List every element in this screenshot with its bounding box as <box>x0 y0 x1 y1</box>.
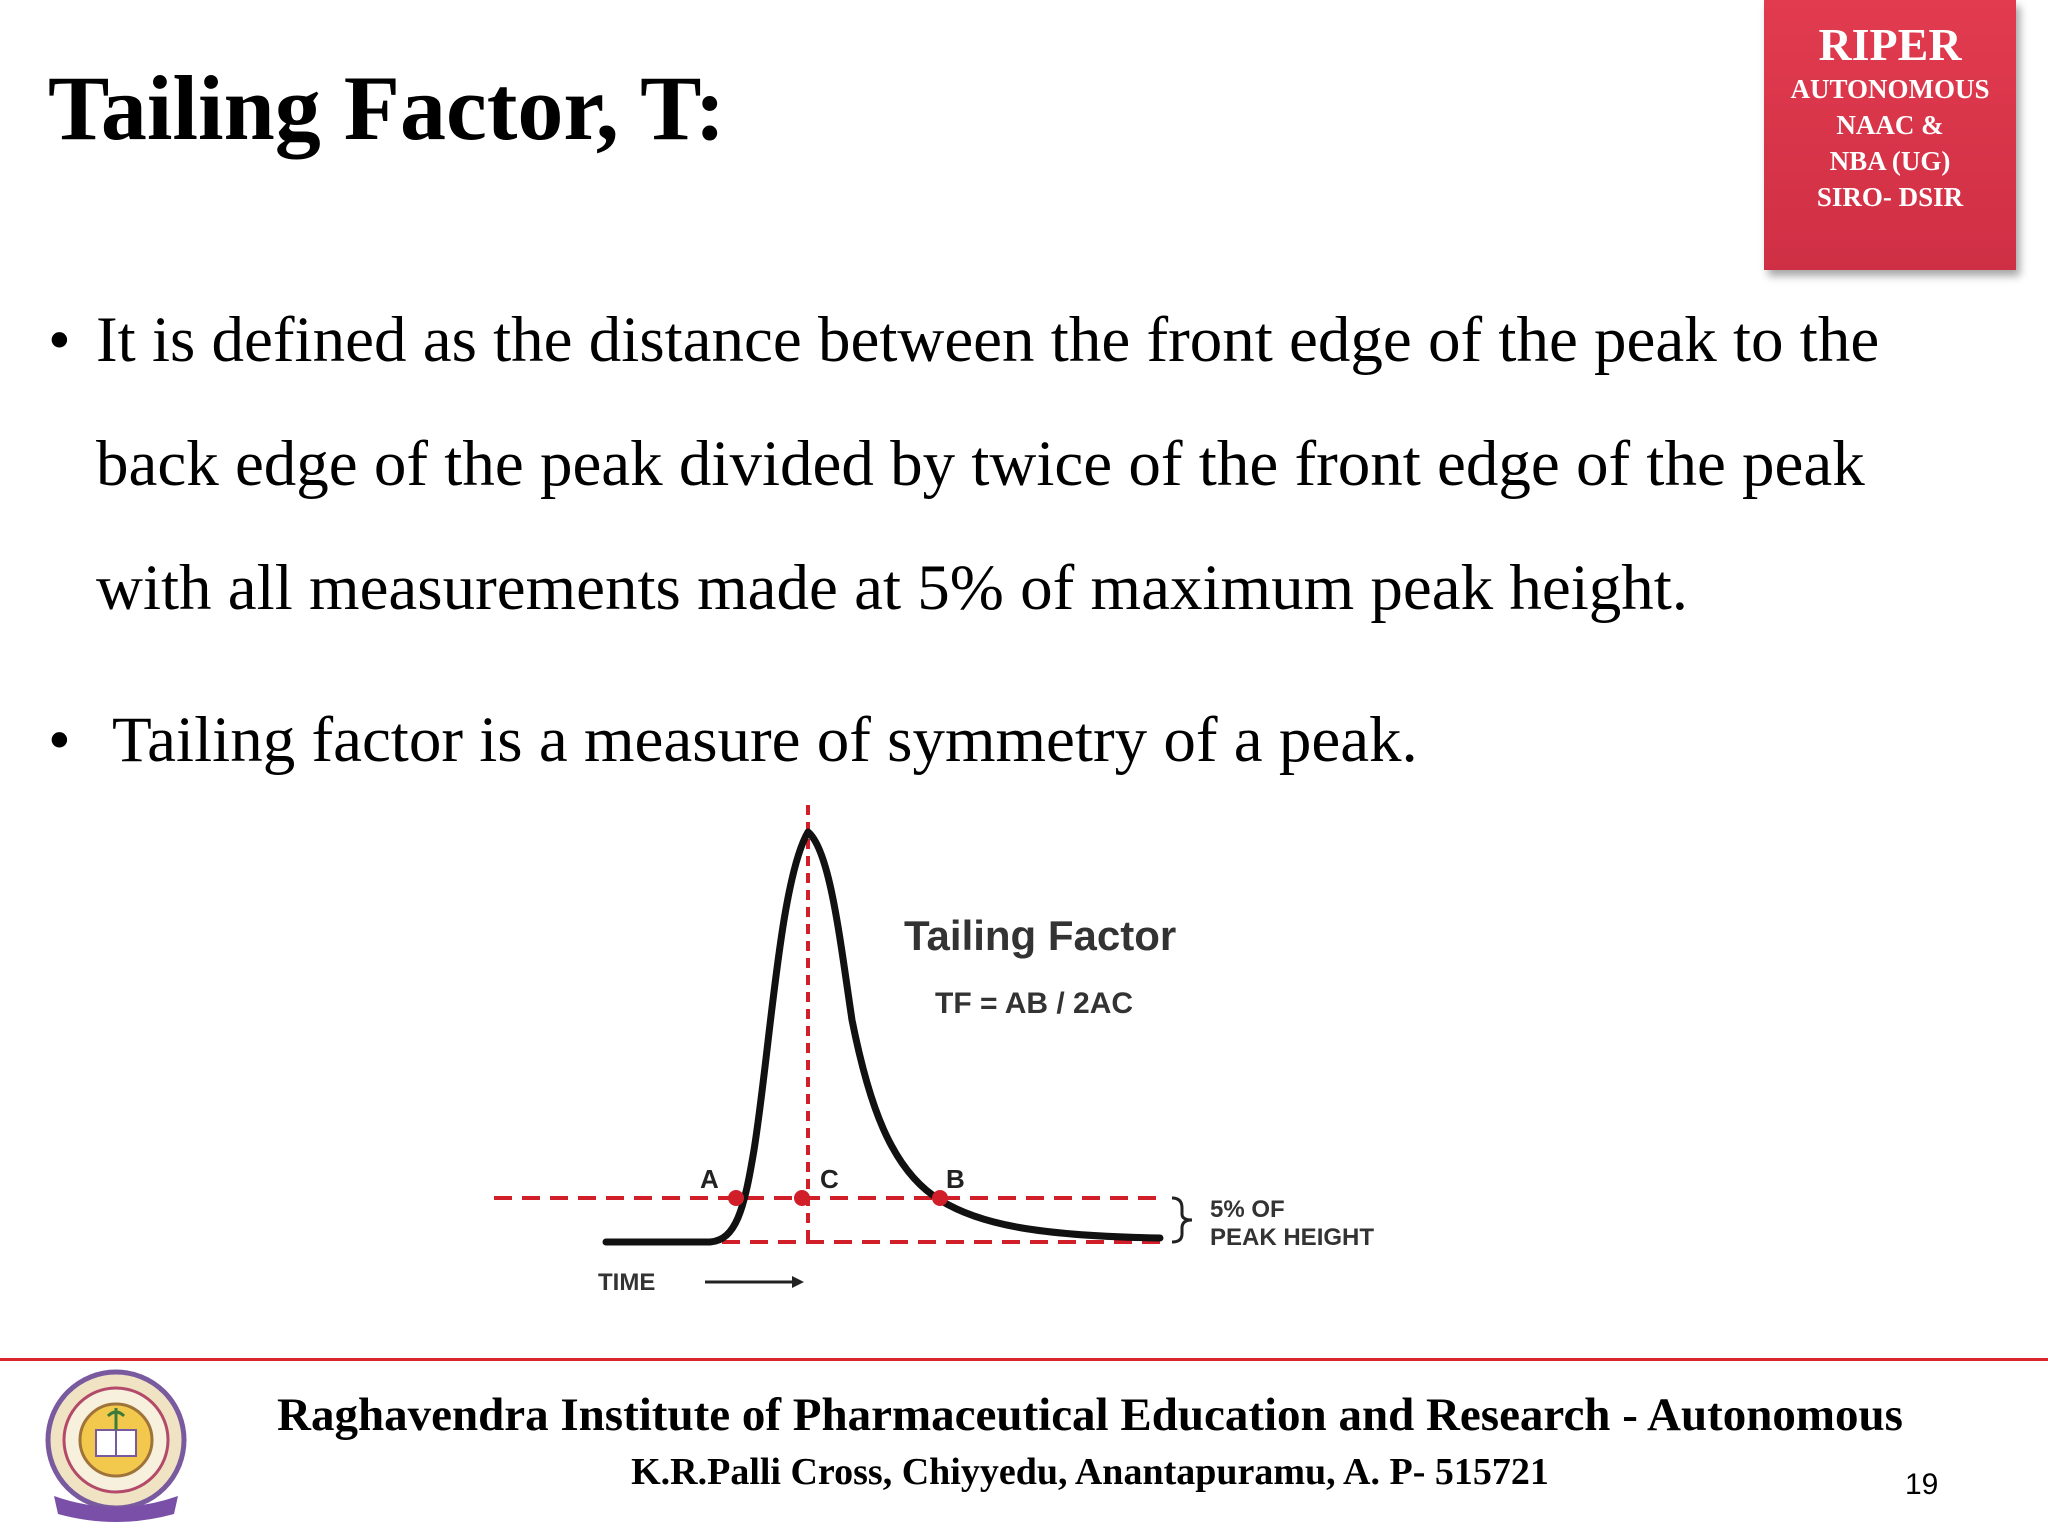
badge-line: SIRO- DSIR <box>1816 181 1964 212</box>
brace-icon <box>1172 1198 1192 1242</box>
diagram-formula: TF = AB / 2AC <box>935 987 1134 1020</box>
badge-line: NAAC & <box>1836 109 1944 140</box>
institute-address: K.R.Palli Cross, Chiyyedu, Anantapuramu, A. P- 515721 <box>631 1451 1549 1493</box>
bullet-dot: • <box>48 704 71 776</box>
bullet-line: back edge of the peak divided by twice of the front edge of the peak <box>96 428 1865 500</box>
badge-line: AUTONOMOUS <box>1790 73 1990 104</box>
time-axis-label: TIME <box>598 1269 656 1296</box>
brace-label-1: 5% OF <box>1210 1196 1285 1223</box>
riper-badge <box>1764 0 2016 270</box>
diagram-title: Tailing Factor <box>904 912 1177 959</box>
label-b: B <box>946 1164 965 1194</box>
bullet-text <box>112 678 2032 802</box>
page-number: 19 <box>1905 1468 1939 1501</box>
badge-title: RIPER <box>1818 19 1962 70</box>
slide-title: Tailing Factor, T: <box>48 57 726 159</box>
badge-line: NBA (UG) <box>1829 145 1951 176</box>
peak-curve <box>606 832 1160 1242</box>
footer-divider <box>0 1358 2048 1361</box>
bullet-text <box>96 278 2016 650</box>
label-a: A <box>700 1164 719 1194</box>
point-a-marker <box>728 1190 744 1206</box>
tailing-factor-diagram <box>480 800 1460 1310</box>
institute-logo <box>40 1368 192 1528</box>
point-c-marker <box>794 1190 810 1206</box>
label-c: C <box>820 1164 839 1194</box>
bullet-line: It is defined as the distance between the front edge of the peak to the <box>96 304 1880 376</box>
time-arrow-icon <box>792 1276 804 1288</box>
brace-label-2: PEAK HEIGHT <box>1210 1224 1375 1251</box>
seal-icon <box>40 1368 192 1528</box>
bullet-line: with all measurements made at 5% of maximum peak height. <box>96 552 1689 624</box>
bullet-dot: • <box>48 304 71 376</box>
bullet-line: Tailing factor is a measure of symmetry of a peak. <box>112 704 1418 776</box>
institute-name: Raghavendra Institute of Pharmaceutical Education and Research - Autonomous <box>277 1389 1903 1441</box>
diagram-svg <box>480 800 1460 1310</box>
